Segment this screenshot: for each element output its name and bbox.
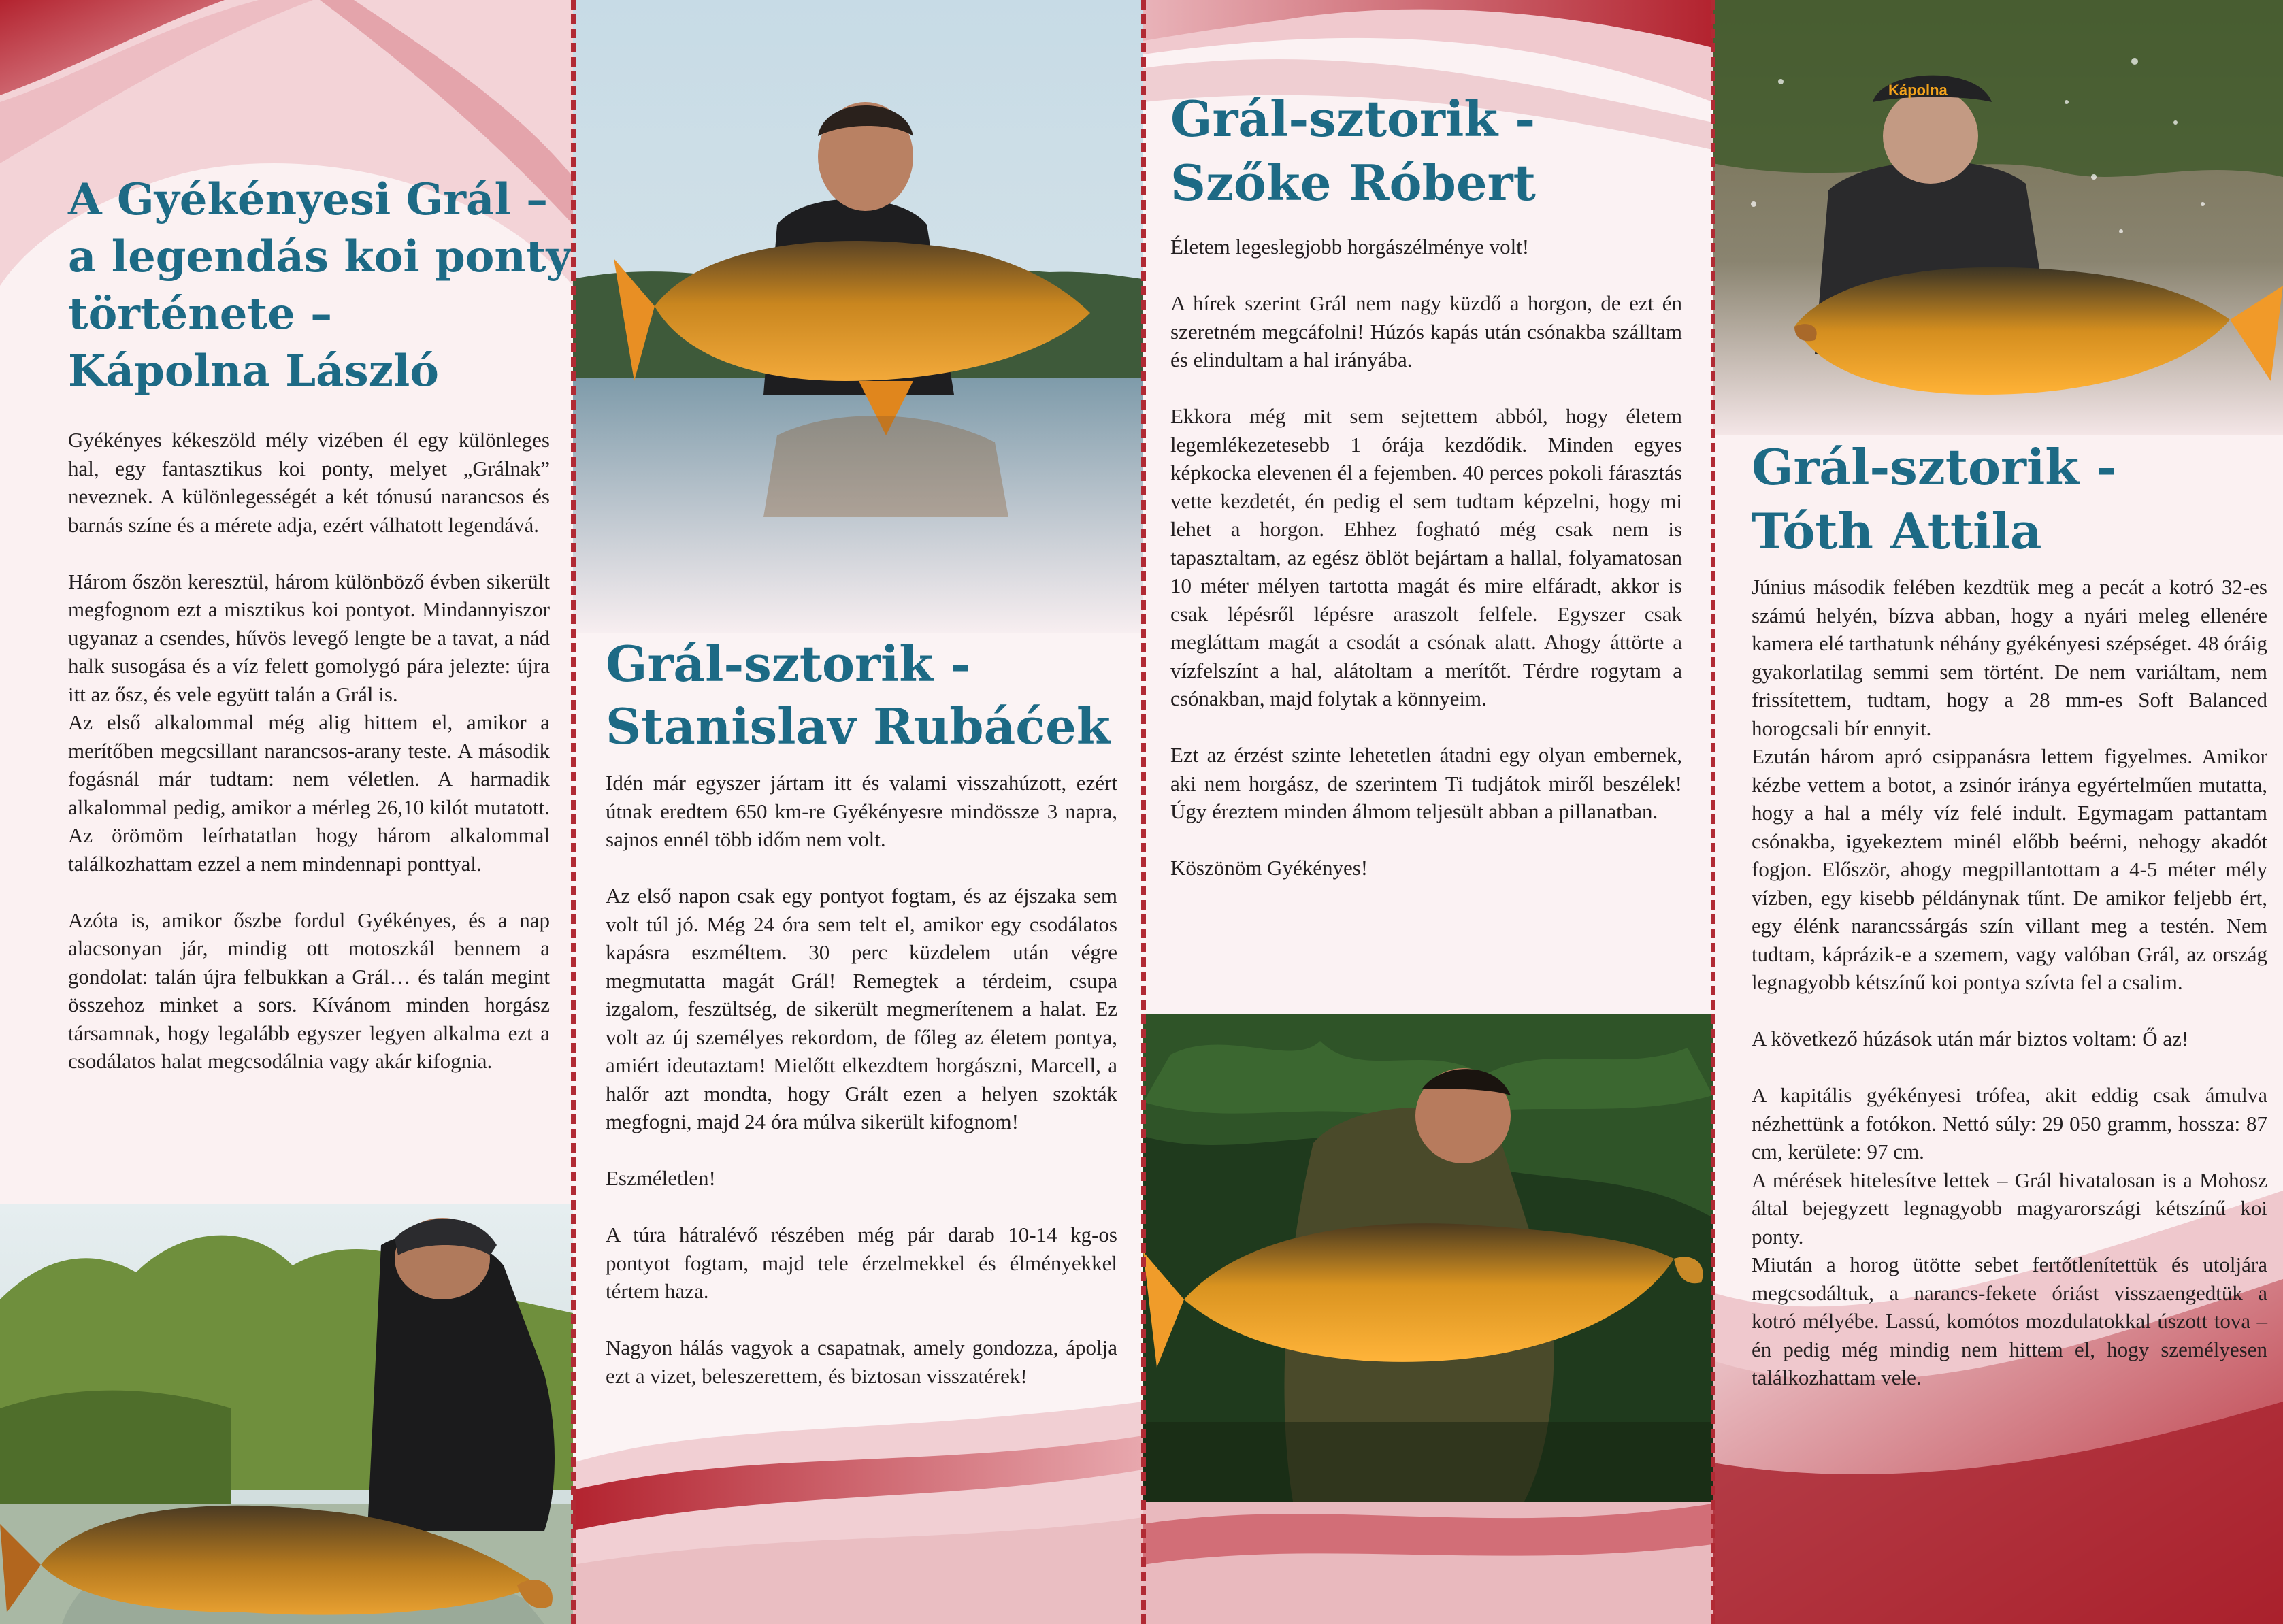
title-line: Tóth Attila — [1752, 502, 2042, 560]
photo-angler-with-koi-carp-in-lake — [573, 0, 1143, 633]
paragraph: A mérések hitelesítve lettek – Grál hivatalosan is a Mohosz által bejegyzett legnagyobb magyarországi kétszínű koi ponty. — [1752, 1167, 2267, 1248]
body-text-rubacek — [606, 769, 1117, 1390]
title-kapolna — [68, 171, 572, 400]
paragraph: Köszönöm Gyékényes! — [1170, 856, 1368, 880]
cap-logo: Kápolna — [1888, 82, 1948, 99]
panel-szoke-robert — [1143, 0, 1713, 1624]
body-text-szoke — [1170, 233, 1682, 882]
fold-line — [1141, 0, 1146, 1624]
title-toth — [1752, 435, 2116, 563]
title-line: A Gyékényesi Grál – — [68, 174, 548, 225]
title-rubacek — [606, 633, 1111, 758]
paragraph: A hírek szerint Grál nem nagy küzdő a horgon, de ezt én szeretném megcáfolni! Húzós kapás után csónakba szálltam és elindultam a hal irányába. — [1170, 291, 1682, 371]
paragraph: Eszméletlen! — [606, 1166, 716, 1190]
paragraph: Idén már egyszer jártam itt és valami visszahúzott, ezért útnak eredtem 650 km-re Gyékényesre mindössze 3 napra, sajnos ennél több időm nem volt. — [606, 771, 1117, 851]
paragraph: Nagyon hálás vagyok a csapatnak, amely gondozza, ápolja ezt a vizet, beleszerettem, és biztosan visszatérek! — [606, 1336, 1117, 1388]
paragraph: Életem legeslegjobb horgászélménye volt! — [1170, 235, 1530, 259]
paragraph: Miután a horog ütötte sebet fertőtlenítettük és utoljára megcsodáltuk, a narancs-fekete óriást visszaengedtük a kotró mélyébe. Lassú, komótos mozdulatokkal úszott tova – én pedig még mindig nem hittem el, hogy személyesen találkozhattam vele. — [1752, 1253, 2267, 1389]
title-line: Szőke Róbert — [1170, 154, 1536, 212]
title-line: története – — [68, 288, 333, 339]
paragraph: Június második felében kezdtük meg a pecát a kotró 32-es számú helyén, bízva abban, hogy a nyári meleg ellenére kamera elé tarthatunk néhány gyékényesi szépséget. 48 óráig gyakorlatilag semmi sem történt. De nem variáltam, nem frissítettem, tudtam, hogy a 28 mm-es Soft Balanced horogcsali bír ennyit. — [1752, 575, 2267, 740]
paragraph: Az első napon csak egy pontyot fogtam, és az éjszaka sem volt túl jó. Még 24 óra sem telt el, amikor egy csodálatos kapásra eszméltem. 30 perc küzdelem után végre megmutatta magát Grál! Remegtek a térdeim, csupa izgalom, feszültség, de sikerült megmerítenem a halat. Ez volt az új személyes rekordom, de főleg az életem pontya, amiért ideutaztam! Mielőtt elkezdtem horgászni, Marcell, a halőr azt mondta, hogy Grált ezen a helyen szokták megfogni, majd 24 óra múlva sikerült kifognom! — [606, 884, 1117, 1133]
paragraph: Az első alkalommal még alig hittem el, amikor a merítőben megcsillant narancsos-arany teste. A második fogásnál már tudtam: nem véletlen. A harmadik alkalommal pedig, amikor a mérleg 26,10 kilót mutatott. Az örömöm leírhatatlan hogy három alkalommal találkozhattam ezzel a nem mindennapi ponttyal. — [68, 710, 550, 876]
paragraph: Ezt az érzést szinte lehetetlen átadni egy olyan embernek, aki nem horgász, de szerintem Ti tudjátok miről beszélek! Úgy éreztem minden álmom teljesült abban a pillanatban. — [1170, 743, 1682, 823]
title-line: Kápolna László — [68, 346, 439, 397]
title-line: Grál-sztorik - — [1752, 438, 2117, 496]
body-text-toth — [1752, 573, 2267, 1392]
paragraph: Ekkora még mit sem sejtettem abból, hogy életem legemlékezetesebb 1 órája kezdődik. Minden egyes képkocka elevenen él a fejemben. 40 perces pokoli fárasztás vette kezdetét, én pedig el sem tudtam képzelni, hogy mi lehet a horgon. Ehhez fogható még csak nem is tapasztaltam, az egész öblöt bejártam a hallal, folyamatosan 10 méter mélyen tartotta magát és mire elfáradt, akkor is csak lépésről lépésre araszolt felfele. Egyszer csak megláttam magát a csodát a csónak alatt. Ahogy áttörte a vízfelszínt a hal, alátoltam a merítőt. Térdre rogytam a csónakban, majd folytak a könnyeim. — [1170, 404, 1682, 710]
photo-angler-holding-carp-in-reeds — [0, 1204, 573, 1624]
photo-angler-with-koi-carp-splash — [1713, 0, 2283, 435]
title-line: Grál-sztorik - — [1170, 90, 1536, 148]
paragraph: Három őszön keresztül, három különböző évben sikerült megfognom ezt a misztikus koi pontyot. Mindannyiszor ugyanaz a csendes, hűvös levegő lengte be a tavat, a nád halk susogása és a víz felett gomolygó pára jelezte: újra itt az ősz, és vele együtt talán a Grál is. — [68, 569, 550, 706]
paragraph: Azóta is, amikor őszbe fordul Gyékényes, és a nap alacsonyan jár, mindig ott motoszkál bennem a gondolat: talán újra felbukkan a Grál… és talán megint összehoz minket a sors. Kívánom minden horgász társamnak, hogy legalább egyszer legyen alkalma ezt a csodálatos halat megcsodálnia vagy akár kifognia. — [68, 908, 550, 1073]
body-text-kapolna — [68, 426, 550, 1076]
panel-toth-attila — [1713, 0, 2283, 1624]
paragraph: A túra hátralévő részében még pár darab 10-14 kg-os pontyot fogtam, majd tele érzelmekkel és élményekkel tértem haza. — [606, 1223, 1117, 1303]
title-line: Stanislav Rubáćek — [606, 697, 1111, 755]
fold-line — [1711, 0, 1715, 1624]
panel-kapolna-laszlo — [0, 0, 573, 1624]
panel-stanislav-rubacek — [573, 0, 1143, 1624]
title-line: Grál-sztorik - — [606, 635, 971, 693]
paragraph: Ezután három apró csippanásra lettem figyelmes. Amikor kézbe vettem a botot, a zsinór iránya egyértelműen mutatta, hogy a hal a mély víz felé indult. Egymagam pattantam csónakba, igyekeztem minél előbb beérni, nehogy akadót fogjon. Először, ahogy megpillantottam a 4-5 méter mély vízben, egy kisebb példánynak tűnt. De amikor feljebb ért, egy élénk narancssárgás szín villant meg a testén. Nem tudtam, káprázik-e a szemem, vagy valóban Grál, az ország legnagyobb kétszínű koi pontya szívta fel a csalim. — [1752, 744, 2267, 994]
fold-line — [571, 0, 576, 1624]
title-line: a legendás koi ponty — [68, 231, 572, 282]
photo-angler-kissing-koi-carp — [1143, 1014, 1713, 1502]
title-szoke — [1170, 87, 1536, 215]
paragraph: A következő húzások után már biztos voltam: Ő az! — [1752, 1027, 2189, 1050]
paragraph: Gyékényes kékeszöld mély vizében él egy különleges hal, egy fantasztikus koi ponty, melyet „Grálnak” neveznek. A különlegességét a két tónusú narancsos és barnás színe és a mérete adja, ezért válhatott legendává. — [68, 428, 550, 537]
paragraph: A kapitális gyékényesi trófea, akit eddig csak ámulva nézhettünk a fotókon. Nettó súly: 29 050 gramm, hossza: 87 cm, kerülete: 97 cm. — [1752, 1083, 2267, 1163]
